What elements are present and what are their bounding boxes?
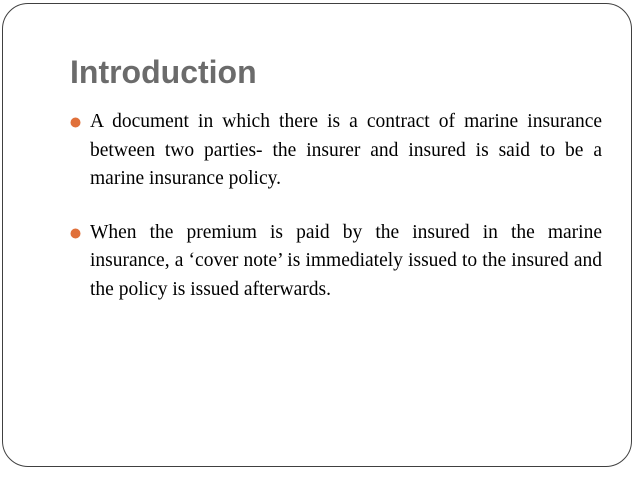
bullet-text: When the premium is paid by the insured in the marine insurance, a ‘cover note’ is immediately issued to the insured and the policy is issued afterwards.: [90, 221, 602, 300]
bullet-list: [70, 108, 602, 329]
bullet-icon: [70, 117, 81, 128]
bullet-text: A document in which there is a contract of marine insurance between two parties- the insurer and insured is said to be a marine insurance policy.: [90, 111, 602, 189]
slide-title: Introduction: [70, 54, 257, 90]
bullet-icon: [70, 228, 81, 239]
bullet-item: [70, 108, 602, 194]
bullet-item: [70, 219, 602, 305]
